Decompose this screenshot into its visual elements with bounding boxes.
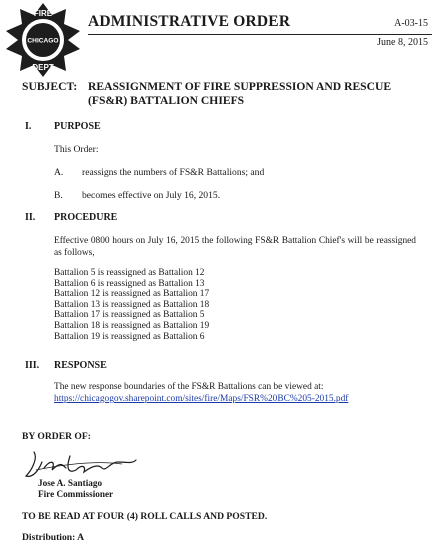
subject-line-1: REASSIGNMENT OF FIRE SUPPRESSION AND RESCUE xyxy=(88,80,392,93)
subject-line-2: (FS&R) BATTALION CHIEFS xyxy=(88,94,245,107)
signer-title: Fire Commissioner xyxy=(38,488,114,499)
list-item: Battalion 12 is reassigned as Battalion 17 xyxy=(54,289,210,300)
battalion-map-link[interactable]: https://chicagogov.sharepoint.com/sites/fire/Maps/FSR%20BC%205-2015.pdf xyxy=(54,394,349,404)
document-title: ADMINISTRATIVE ORDER xyxy=(88,13,291,30)
purpose-item-a-text: reassigns the numbers of FS&R Battalions; and xyxy=(82,167,265,178)
seal-center-text: CHICAGO xyxy=(27,37,59,45)
fire-department-seal-icon xyxy=(4,1,82,79)
purpose-item-b-letter: B. xyxy=(54,190,63,201)
signature-icon xyxy=(22,448,142,482)
response-number: III. xyxy=(25,360,40,371)
purpose-number: I. xyxy=(25,121,32,132)
list-item: Battalion 5 is reassigned as Battalion 12 xyxy=(54,268,205,278)
seal-bottom-text: DEPT xyxy=(32,63,54,72)
distribution: Distribution: A xyxy=(22,532,85,543)
purpose-heading: PURPOSE xyxy=(54,121,101,132)
header-rule xyxy=(88,34,432,35)
subject-label: SUBJECT: xyxy=(22,80,78,93)
seal-top-text: FIRE xyxy=(33,9,53,18)
procedure-heading: PROCEDURE xyxy=(54,212,118,223)
order-number: A-03-15 xyxy=(394,18,428,29)
list-item: Battalion 19 is reassigned as Battalion 6 xyxy=(54,331,205,342)
list-item: Battalion 6 is reassigned as Battalion 13 xyxy=(54,278,205,289)
response-paragraph: The new response boundaries of the FS&R Battalions can be viewed at: xyxy=(54,382,324,392)
list-item: Battalion 17 is reassigned as Battalion 5 xyxy=(54,310,205,321)
response-heading: RESPONSE xyxy=(54,360,107,371)
signer-block xyxy=(38,478,113,499)
procedure-paragraph: Effective 0800 hours on July 16, 2015 the following FS&R Battalion Chief's will be reassigned as follows, xyxy=(54,236,416,258)
purpose-intro: This Order: xyxy=(54,144,99,155)
procedure-number: II. xyxy=(25,212,36,223)
by-order-of: BY ORDER OF: xyxy=(22,431,91,442)
roll-call-instruction: TO BE READ AT FOUR (4) ROLL CALLS AND POSTED. xyxy=(22,511,268,522)
signer-name: Jose A. Santiago xyxy=(38,478,103,488)
reassignment-list xyxy=(54,268,209,342)
list-item: Battalion 18 is reassigned as Battalion 19 xyxy=(54,320,210,331)
order-date: June 8, 2015 xyxy=(377,37,428,48)
purpose-item-b-text: becomes effective on July 16, 2015. xyxy=(82,190,221,201)
list-item: Battalion 13 is reassigned as Battalion 18 xyxy=(54,299,210,310)
purpose-item-a-letter: A. xyxy=(54,167,64,178)
